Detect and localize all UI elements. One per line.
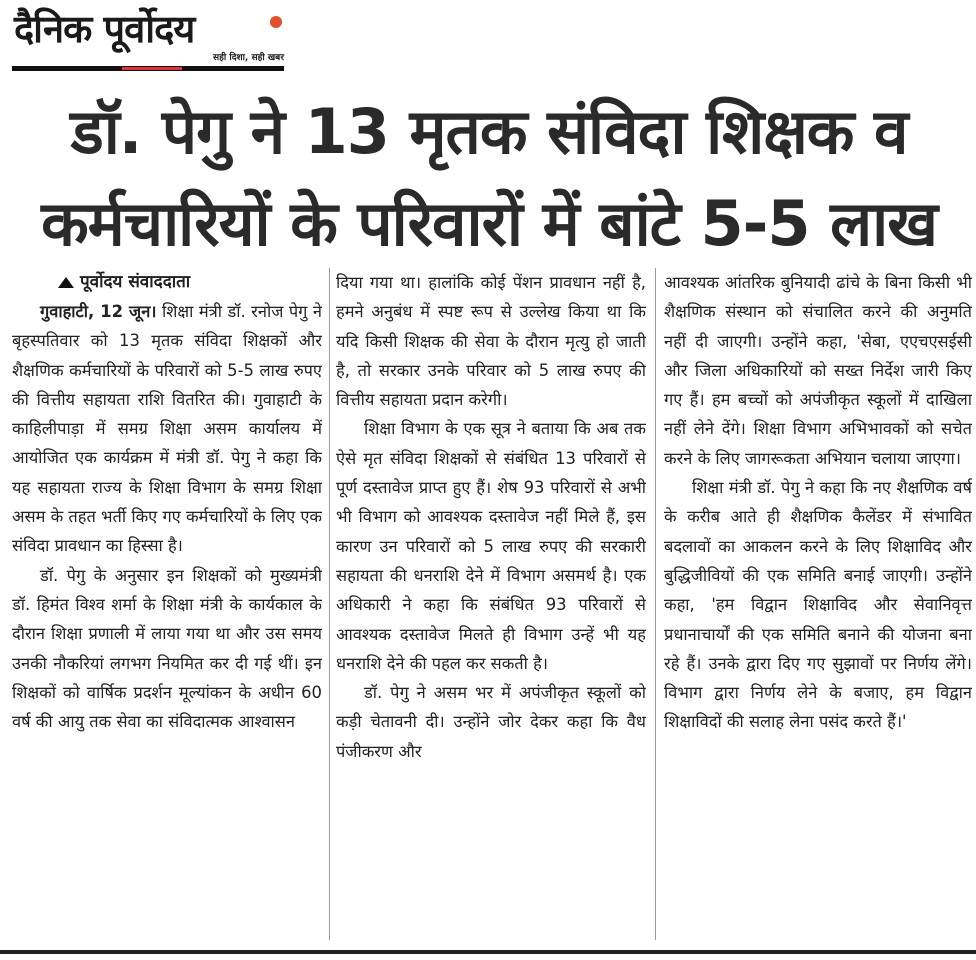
article-headline <box>14 86 964 270</box>
newspaper-tagline: सही दिशा, सही खबर <box>213 53 284 63</box>
byline-text: पूर्वोदय संवाददाता <box>80 272 191 292</box>
logo-dot-icon <box>270 16 282 28</box>
paragraph: दिया गया था। हालांकि कोई पेंशन प्रावधान नहीं है, हमने अनुबंध में स्पष्ट रूप से उल्लेख किया था कि यदि किसी शिक्षक की सेवा के दौरान मृत्यु हो जाती है, तो सरकार उनके परिवार को 5 लाख रुपए की वित्तीय सहायता प्रदान करेगी। <box>336 273 646 410</box>
article-column-2 <box>336 268 646 940</box>
dateline: गुवाहाटी, 12 जून। <box>40 302 157 321</box>
article-column-1 <box>12 268 322 940</box>
paragraph: शिक्षा विभाग के एक सूत्र ने बताया कि अब तक ऐसे मृत संविदा शिक्षकों से संबंधित 13 परिवारों से पूर्ण दस्तावेज प्राप्त हुए हैं। शेष 93 परिवारों से अभी भी विभाग को आवश्यक दस्तावेज नहीं मिले हैं, इस कारण उन परिवारों को 5 लाख रुपए की सरकारी सहायता की धनराशि देने में विभाग असमर्थ है। एक अधिकारी ने कहा कि संबंधित 93 परिवारों से आवश्यक दस्तावेज मिलते ही विभाग उन्हें भी यह धनराशि देने की पहल कर सकती है। <box>336 419 646 673</box>
masthead-underline-accent <box>122 67 182 70</box>
paragraph: शिक्षा मंत्री डॉ. पेगु ने कहा कि नए शैक्षणिक वर्ष के करीब आते ही शैक्षणिक कैलेंडर में संभावित बदलावों का आकलन करने के लिए शिक्षाविद और बुद्धिजीवियों की एक समिति बनाई जाएगी। उन्होंने कहा, 'हम विद्वान शिक्षाविद और सेवानिवृत्त प्रधानाचार्यों की एक समिति बनाने की योजना बना रहे हैं। उनके द्वारा दिए गए सुझावों पर निर्णय लेंगे। विभाग द्वारा निर्णय लेने के बजाए, हम विद्वान शिक्षाविदों की सलाह लेना पसंद करते हैं।' <box>664 478 972 732</box>
paragraph: आवश्यक आंतरिक बुनियादी ढांचे के बिना किसी भी शैक्षणिक संस्थान को संचालित करने की अनुमति नहीं दी जाएगी। उन्होंने कहा, 'सेबा, एएचएसईसी और जिला अधिकारियों को सख्त निर्देश जारी किए गए हैं। हम बच्चों को अपंजीकृत स्कूलों में दाखिला नहीं लेने देंगे। शिक्षा विभाग अभिभावकों को सचेत करने के लिए जागरूकता अभियान चलाया जाएगा। <box>664 273 972 468</box>
byline <box>12 268 322 297</box>
byline-triangle-icon <box>58 277 74 288</box>
article-column-3 <box>664 268 972 940</box>
bottom-border <box>0 950 976 954</box>
paragraph: डॉ. पेगु ने असम भर में अपंजीकृत स्कूलों को कड़ी चेतावनी दी। उन्होंने जोर देकर कहा कि वैध पंजीकरण और <box>336 683 646 761</box>
headline-line-2: कर्मचारियों के परिवारों में बांटे 5-5 लाख <box>41 187 937 260</box>
headline-line-1: डॉ. पेगु ने 13 मृतक संविदा शिक्षक व <box>70 95 908 168</box>
article-body <box>12 268 974 940</box>
paragraph-text: शिक्षा मंत्री डॉ. रनोज पेगु ने बृहस्पतिवार को 13 मृतक संविदा शिक्षकों और शैक्षणिक कर्मचारियों के परिवारों को 5-5 लाख रुपए की वित्तीय सहायता राशि वितरित की। गुवाहाटी के काहिलीपाड़ा में समग्र शिक्षा असम कार्यालय में आयोजित एक कार्यक्रम में मंत्री डॉ. पेगु ने कहा कि यह सहायता राज्य के शिक्षा विभाग के समग्र शिक्षा असम के तहत भर्ती किए गए कर्मचारियों के लिए एक संविदा प्रावधान का हिस्सा है। <box>12 302 322 556</box>
paragraph <box>12 297 322 561</box>
paragraph: डॉ. पेगु के अनुसार इन शिक्षकों को मुख्यमंत्री डॉ. हिमंत विश्व शर्मा के शिक्षा मंत्री के कार्यकाल के दौरान शिक्षा प्रणाली में लाया गया था और उस समय उनकी नौकरियां लगभग नियमित कर दी गई थीं। इन शिक्षकों को वार्षिक प्रदर्शन मूल्यांकन के अधीन 60 वर्ष की आयु तक सेवा का संविदात्मक आश्वासन <box>12 565 322 732</box>
masthead <box>12 4 284 72</box>
newspaper-logo-title: दैनिक पूर्वोदय <box>14 7 195 51</box>
